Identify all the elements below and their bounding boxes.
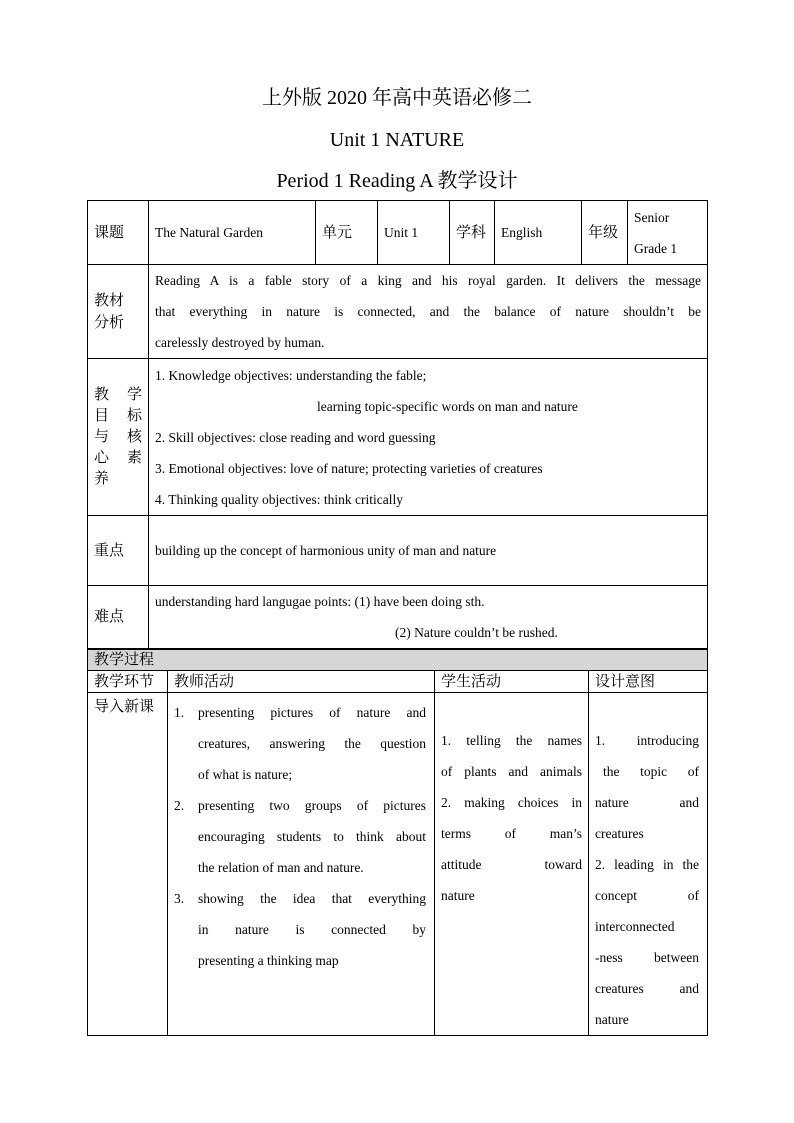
topic-value: The Natural Garden [149, 201, 316, 265]
unit-label: 单元 [316, 201, 378, 265]
doc-title-unit: Unit 1 NATURE [329, 129, 465, 151]
objective-emotional: 3. Emotional objectives: love of nature; protecting varieties of creatures [155, 460, 543, 476]
key-point-label: 重点 [88, 516, 149, 586]
subject-label: 学科 [450, 201, 495, 265]
objectives-label-row5 [94, 469, 142, 490]
label-char: 养 [94, 470, 110, 487]
intent-line: the topic of [603, 764, 700, 779]
col-teacher-header: 教师活动 [168, 671, 435, 693]
difficult-point-text [149, 586, 708, 649]
teacher-item-line: the relation of man and nature. [198, 860, 364, 875]
teacher-item-line: presenting a thinking map [198, 953, 339, 968]
teacher-item-num: 1. [174, 705, 185, 720]
teacher-activities [168, 693, 435, 1036]
teacher-item-line: presenting two groups of pictures [198, 798, 426, 813]
grade-value-line1: Senior [634, 209, 670, 225]
teacher-item-text [198, 883, 426, 976]
objectives-row [88, 359, 708, 516]
teacher-item-1 [174, 697, 426, 790]
process-header-row [88, 650, 708, 671]
label-char: 目 [94, 407, 110, 424]
teacher-item-text [198, 697, 426, 790]
intent-line: concept of [595, 888, 700, 903]
student-line: attitude toward [441, 857, 582, 872]
teacher-item-line: in nature is connected by [198, 922, 426, 937]
teacher-item-num: 3. [174, 891, 185, 906]
design-intent [589, 693, 708, 1036]
grade-value-line2: Grade 1 [634, 240, 678, 256]
grade-label: 年级 [582, 201, 628, 265]
analysis-text [149, 265, 708, 359]
objective-knowledge-cont: learning topic-specific words on man and nature [317, 398, 578, 414]
teacher-item-line: creatures, answering the question [198, 736, 426, 751]
analysis-text-line1: Reading A is a fable story of a king and his royal garden. It delivers the message [155, 273, 701, 288]
lesson-info-table [87, 200, 708, 649]
key-point-text: building up the concept of harmonious unity of man and nature [149, 516, 708, 586]
student-line: of plants and animals [441, 764, 582, 779]
teacher-item-text [198, 790, 426, 883]
student-line: 2. making choices in [441, 795, 582, 810]
grade-value [628, 201, 708, 265]
label-char: 与 [94, 428, 110, 445]
analysis-row [88, 265, 708, 359]
label-char: 学 [126, 386, 142, 403]
objectives-label-row1 [94, 385, 142, 406]
objectives-label-row2 [94, 406, 142, 427]
teacher-item-line: presenting pictures of nature and [198, 705, 426, 720]
teacher-item-line: of what is nature; [198, 767, 293, 782]
analysis-text-line3: carelessly destroyed by human. [155, 335, 325, 350]
process-columns-row [88, 671, 708, 693]
label-char: 素 [126, 449, 142, 466]
intent-line: interconnected [595, 919, 675, 934]
label-char: 心 [94, 449, 110, 466]
teaching-process-table [87, 649, 708, 1036]
process-row-intro [88, 693, 708, 1036]
objectives-label [88, 359, 149, 516]
analysis-label-line2: 分析 [94, 314, 125, 331]
objective-thinking: 4. Thinking quality objectives: think critically [155, 491, 403, 507]
student-activities [435, 693, 589, 1036]
analysis-text-line2: that everything in nature is connected, and the balance of nature shouldn’t be [155, 304, 701, 319]
objective-knowledge: 1. Knowledge objectives: understanding the fable; [155, 367, 427, 383]
teacher-item-2 [174, 790, 426, 883]
teacher-item-3 [174, 883, 426, 976]
objectives-label-row4 [94, 448, 142, 469]
objectives-label-row3 [94, 427, 142, 448]
label-char: 教 [94, 386, 110, 403]
analysis-label [88, 265, 149, 359]
analysis-label-line1: 教材 [94, 292, 125, 309]
process-header: 教学过程 [88, 650, 708, 671]
subject-value: English [495, 201, 582, 265]
col-stage-header: 教学环节 [88, 671, 168, 693]
doc-title-line1: 上外版 2020 年高中英语必修二 [262, 87, 532, 109]
teacher-item-num: 2. [174, 798, 185, 813]
label-char: 核 [126, 428, 142, 445]
objectives-text [149, 359, 708, 516]
intent-line: creatures and [595, 981, 700, 996]
difficult-point-row [88, 586, 708, 649]
objective-skill: 2. Skill objectives: close reading and word guessing [155, 429, 436, 445]
intent-line: nature and [595, 795, 700, 810]
teacher-item-line: encouraging students to think about [198, 829, 426, 844]
unit-value: Unit 1 [378, 201, 450, 265]
doc-title-period: Period 1 Reading A 教学设计 [276, 170, 518, 192]
difficult-point-label: 难点 [88, 586, 149, 649]
topic-label: 课题 [88, 201, 149, 265]
intent-line: creatures [595, 826, 644, 841]
intent-line: 1. introducing [595, 733, 700, 748]
teacher-item-line: showing the idea that everything [198, 891, 426, 906]
key-point-row [88, 516, 708, 586]
intent-line: -ness between [595, 950, 700, 965]
col-intent-header: 设计意图 [589, 671, 708, 693]
student-line: nature [441, 888, 475, 903]
stage-intro: 导入新课 [88, 693, 168, 1036]
difficult-point-line1: understanding hard langugae points: (1) have been doing sth. [155, 594, 485, 609]
col-student-header: 学生活动 [435, 671, 589, 693]
difficult-point-line2: (2) Nature couldn’t be rushed. [395, 625, 558, 640]
info-row [88, 201, 708, 265]
label-char: 标 [126, 407, 142, 424]
student-line: terms of man’s [441, 826, 582, 841]
intent-line: nature [595, 1012, 629, 1027]
intent-line: 2. leading in the [595, 857, 700, 872]
student-line: 1. telling the names [441, 733, 582, 748]
